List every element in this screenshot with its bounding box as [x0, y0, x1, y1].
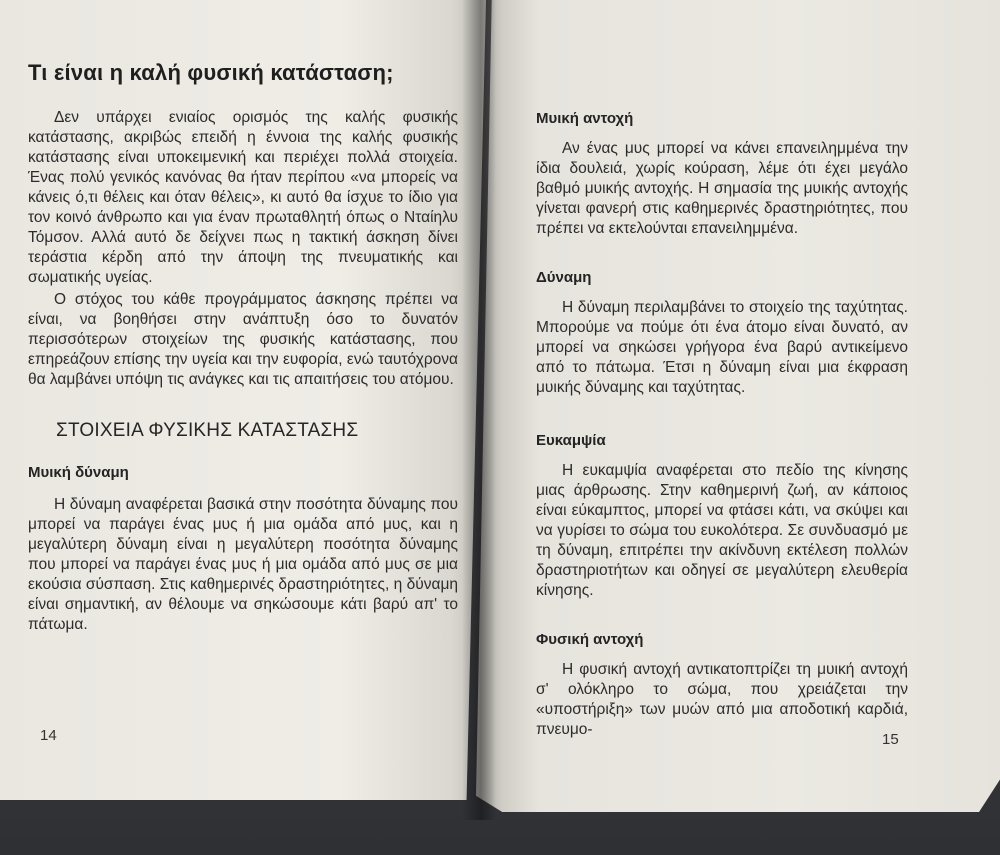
- heading-muscular-endurance: Μυική αντοχή: [536, 110, 634, 127]
- physical-endurance-paragraph: Η φυσική αντοχή αντικατοπτρίζει τη μυική αντοχή σ' ολόκληρο το σώμα, που χρειάζεται την «υποστήριξη» των μυών από μια αποδοτική καρδιά, πνευμο-: [536, 661, 908, 738]
- heading-physical-endurance: Φυσική αντοχή: [536, 631, 644, 648]
- right-page-content: [536, 110, 908, 740]
- goal-paragraph: Ο στόχος του κάθε προγράμματος άσκησης πρέπει να είναι, να βοηθήσει στην ανάπτυξη όσο το δυνατόν περισσότερων στοιχείων της φυσικής κατάστασης, που επηρεάζουν επίσης την υγεία και την ευφορία, ενώ ταυτόχρονα θα λαμβάνει υπόψη τις ανάγκες και τις απαιτήσεις του ατόμου.: [28, 291, 458, 388]
- page-number-right: 15: [882, 731, 899, 748]
- flexibility-paragraph: Η ευκαμψία αναφέρεται στο πεδίο της κίνησης μιας άρθρωσης. Στην καθημερινή ζωή, αν κάποιος είναι εύκαμπτος, μπορεί να φτάσει κάτι, να σκύψει και να γυρίσει το σώμα του ευκολότερα. Σε συνδυασμό με τη δύναμη, επιτρέπει την ακίνδυνη εκτέλεση πολλών δραστηριοτήτων και οδηγεί σε μεγαλύτερη ελευθερία κίνησης.: [536, 462, 908, 599]
- muscular-endurance-paragraph: Αν ένας μυς μπορεί να κάνει επανειλημμένα την ίδια δουλειά, χωρίς κούραση, λέμε ότι έχει μεγάλο βαθμό μυικής αντοχής. Η σημασία της μυικής αντοχής γίνεται φανερή στις καθημερινές δραστηριότητες, που πρέπει να εκτελούνται επανειλημμένα.: [536, 140, 908, 237]
- page-number-left: 14: [40, 727, 57, 744]
- power-paragraph: Η δύναμη περιλαμβάνει το στοιχείο της ταχύτητας. Μπορούμε να πούμε ότι ένα άτομο είναι δυνατό, αν μπορεί να σηκώσει γρήγορα ένα βαρύ αντικείμενο από το πάτωμα. Έτσι η δύναμη είναι μια έκφραση μυικής δύναμης και ταχύτητας.: [536, 299, 908, 396]
- book-spine: [462, 0, 496, 820]
- intro-paragraph: Δεν υπάρχει ενιαίος ορισμός της καλής φυσικής κατάστασης, ακριβώς επειδή η έννοια της καλής φυσικής κατάστασης είναι υποκειμενική και περιέχει πολλά στοιχεία. Ένας πολύ γενικός κανόνας θα ήταν περίπου «να μπορείς να κάνεις ό,τι θέλεις και όταν θέλεις», κι αυτό θα ίσχυε το ίδιο για τον κοινό άνθρωπο και για έναν πρωταθλητή όπως ο Νταίηλυ Τόμσον. Αλλά αυτό δε δείχνει πως η τακτική άσκηση δίνει τεράστια κέρδη από την άποψη της πνευματικής και σωματικής υγείας.: [28, 109, 458, 286]
- muscle-strength-paragraph: Η δύναμη αναφέρεται βασικά στην ποσότητα δύναμης που μπορεί να παράγει ένας μυς ή μια ομάδα από μυς, και η μεγαλύτερη δύναμη είναι η μεγαλύτερη ποσότητα δύναμης που μπορεί να παράγει ένας μυς ή μια ομάδα από μυς σε μια εκούσια σύσπαση. Στις καθημερινές δραστηριότητες, η δύναμη είναι σημαντική, αν θέλουμε να σηκώσουμε κάτι βαρύ απ' το πάτωμα.: [28, 496, 458, 633]
- section-heading: ΣΤΟΙΧΕΙΑ ΦΥΣΙΚΗΣ ΚΑΤΑΣΤΑΣΗΣ: [56, 420, 359, 441]
- heading-power: Δύναμη: [536, 269, 592, 286]
- heading-flexibility: Ευκαμψία: [536, 432, 606, 449]
- left-page-content: [28, 60, 458, 635]
- chapter-title: Τι είναι η καλή φυσική κατάσταση;: [28, 60, 394, 85]
- subheading-muscle-strength: Μυική δύναμη: [28, 464, 129, 481]
